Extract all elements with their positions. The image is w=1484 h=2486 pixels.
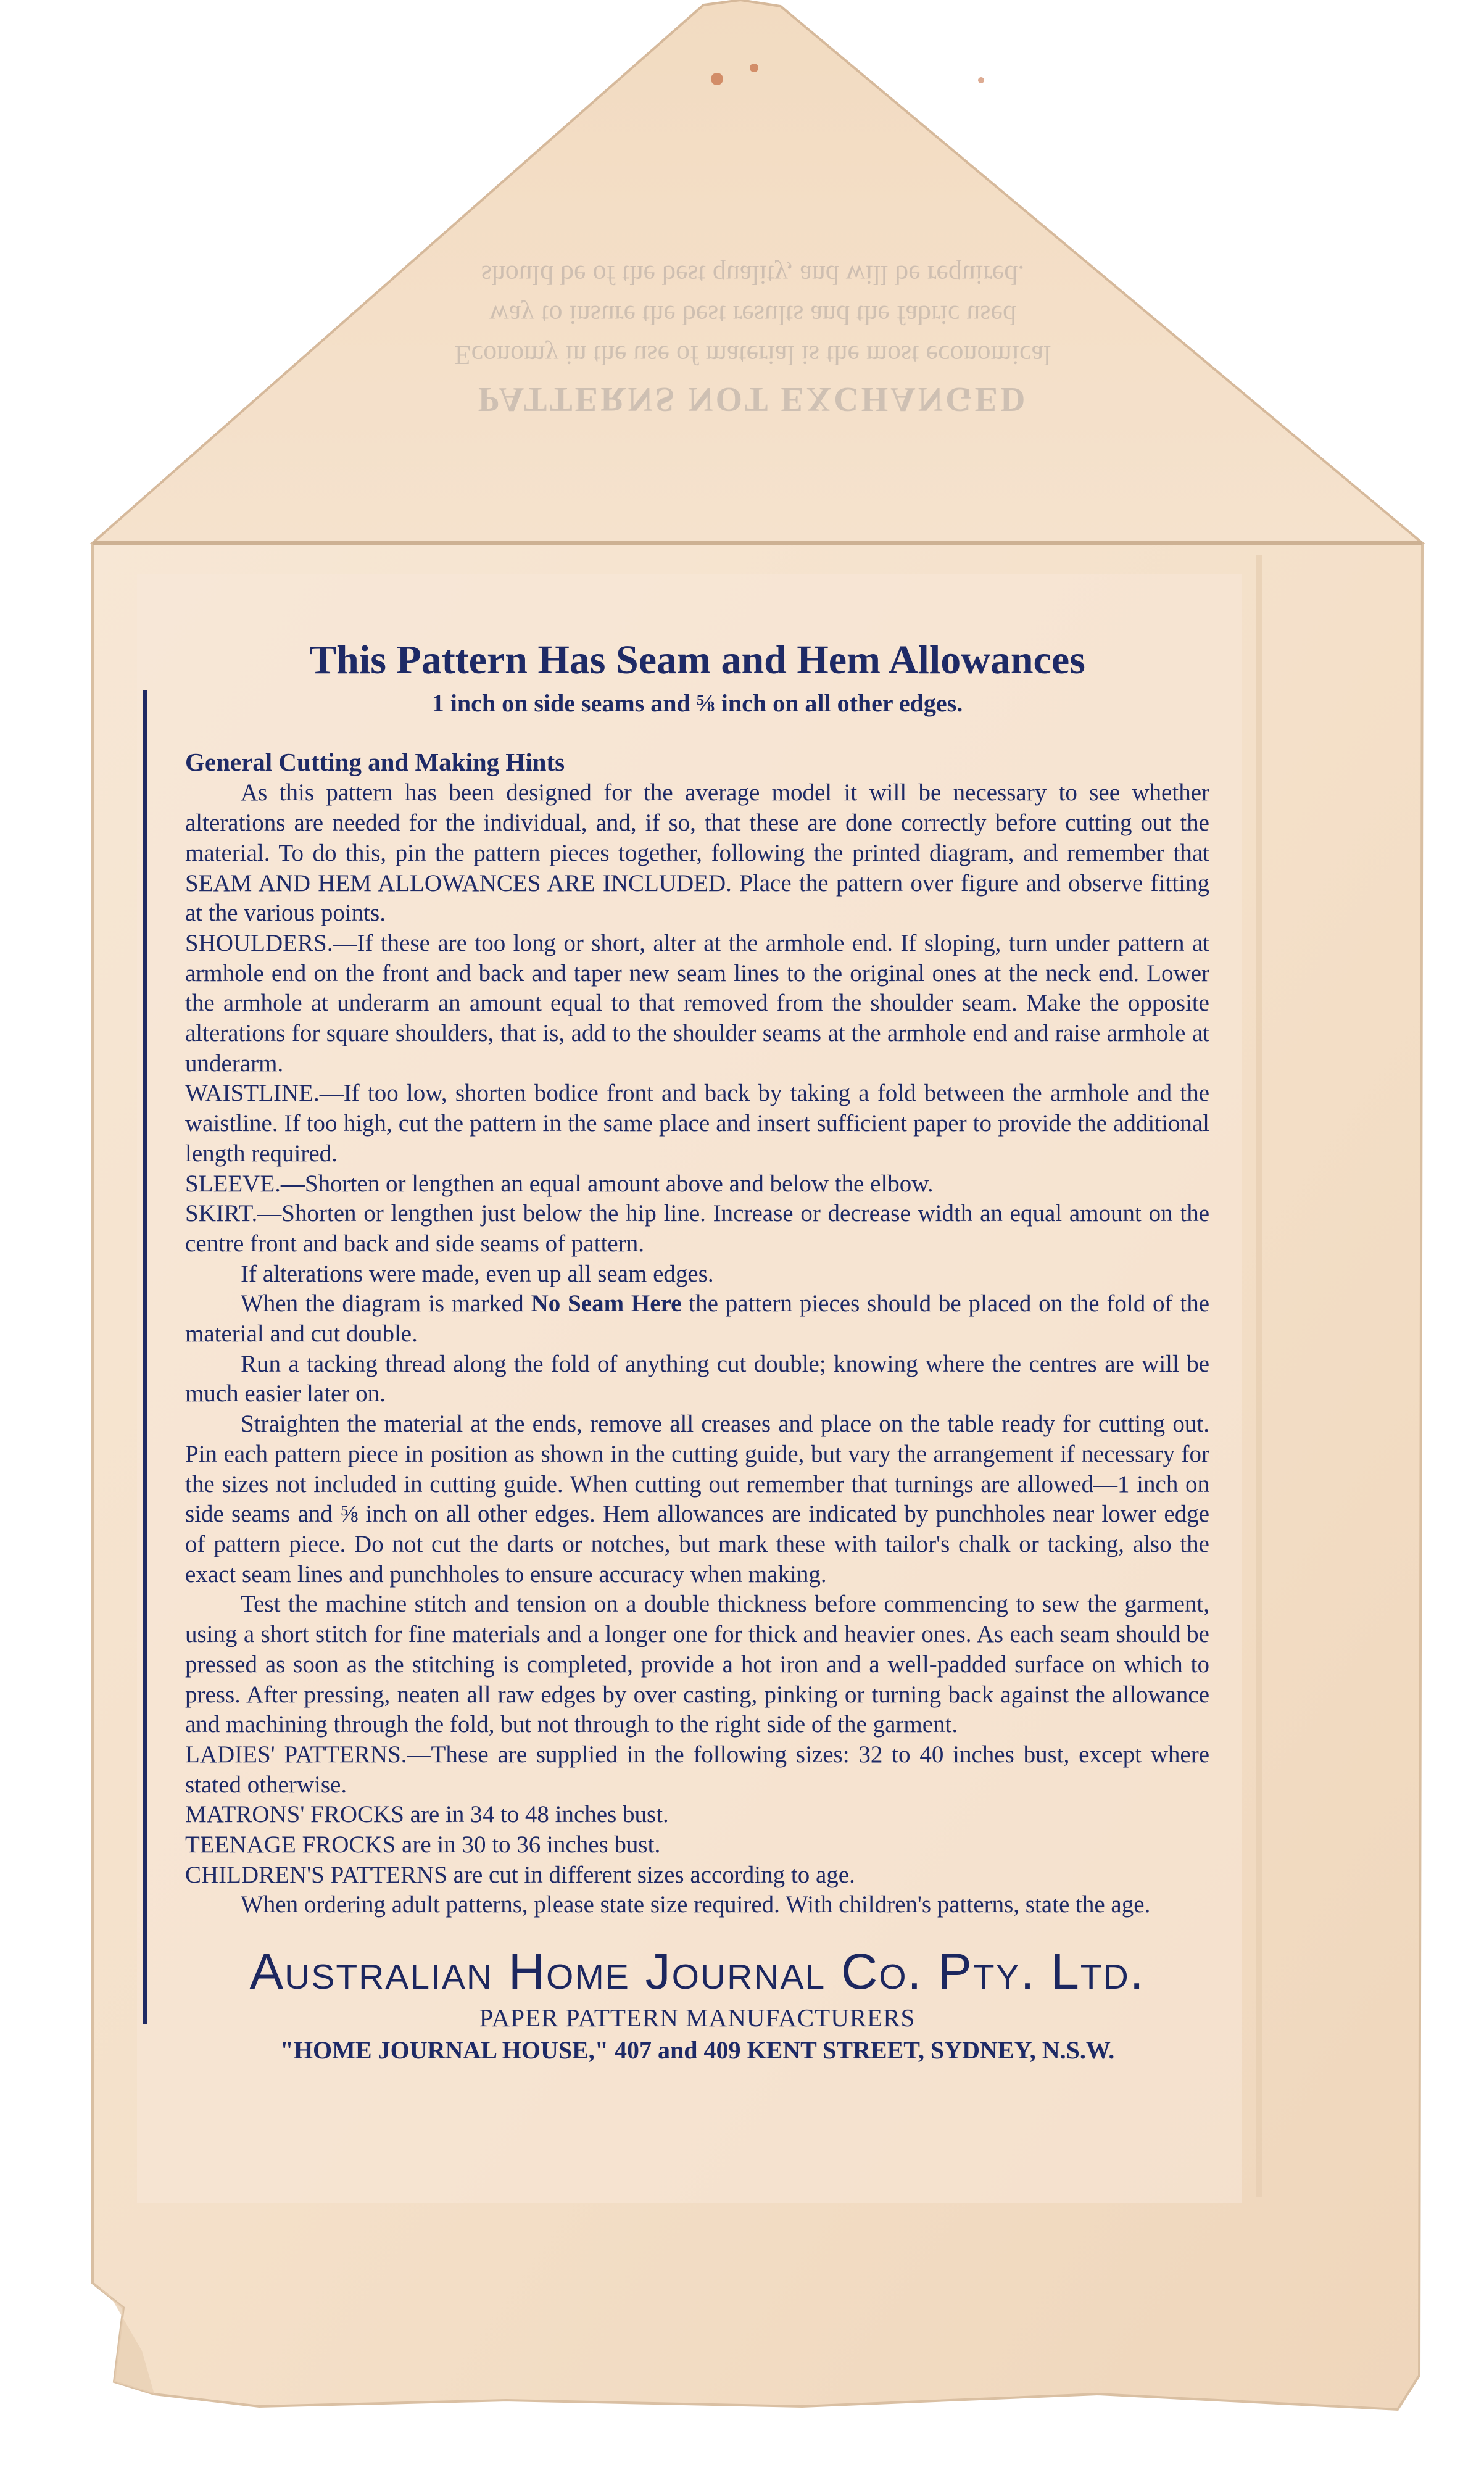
shoulders-paragraph: SHOULDERS.—If these are too long or short, alter at the armhole end. If sloping, turn under pattern at armhole end on the front and back and taper new seam lines to the original ones at the neck end. Lower the armhole at underarm an amount equal to that removed from the shoulder seam. Make the opposite alterations for square shoulders, that is, add to the shoulder seams at the armhole end and raise armhole at underarm. [185, 929, 1209, 1077]
stain-spot [750, 64, 758, 72]
childrens-patterns-paragraph: CHILDREN'S PATTERNS are cut in different sizes according to age. [185, 1861, 855, 1888]
flap-line: Economy in the use of material is the most economical [454, 340, 1051, 370]
ladies-patterns-paragraph: LADIES' PATTERNS.—These are supplied in the following sizes: 32 to 40 inches bust, except where stated otherwise. [185, 1741, 1209, 1798]
instruction-panel [185, 636, 1209, 2066]
waistline-paragraph: WAISTLINE.—If too low, shorten bodice front and back by taking a fold between the armhole and the waistline. If too high, cut the pattern in the same place and insert sufficient paper to provide the additional length required. [185, 1080, 1209, 1167]
stain-spot [978, 77, 984, 83]
company-name: Australian Home Journal Co. Pty. Ltd. [249, 1944, 1145, 2000]
sleeve-paragraph: SLEEVE.—Shorten or lengthen an equal amount above and below the elbow. [185, 1170, 934, 1197]
no-seam-text-before: When the diagram is marked [241, 1290, 531, 1317]
tacking-paragraph: Run a tacking thread along the fold of anything cut double; knowing where the centres are will be much easier later on. [185, 1350, 1209, 1407]
no-seam-text-after: the pattern pieces should be placed on the fold of the material and cut double. [185, 1290, 1210, 1348]
straighten-paragraph: Straighten the material at the ends, remove all creases and place on the table ready for cutting out. Pin each pattern piece in position as shown in the cutting guide, but vary the arrangement if necessary for the sizes not included in cutting guide. When cutting out remember that turnings are allowed—1 inch on side seams and ⅝ inch on all other edges. Hem allowances are indicated by punchholes near lower edge of pattern piece. Do not cut the darts or notches, but mark these with tailor's chalk or tacking, also the exact seam lines and punchholes to ensure accuracy when making. [185, 1411, 1209, 1588]
ordering-paragraph: When ordering adult patterns, please state size required. With children's patterns, state the age. [241, 1891, 1151, 1918]
intro-paragraph: As this pattern has been designed for the average model it will be necessary to see whether alterations are needed for the individual, and, if so, that these are done correctly before cutting out the material. To do this, pin the pattern pieces together, following the printed diagram, and remember that SEAM AND HEM ALLOWANCES ARE INCLUDED. Place the pattern over figure and observe fitting at the various points. [185, 779, 1209, 927]
test-stitch-paragraph: Test the machine stitch and tension on a double thickness before commencing to sew the garment, using a short stitch for fine materials and a longer one for thick and heavier ones. As each seam should be pressed as soon as the stitching is completed, provide a hot iron and a well-padded surface on which to press. After pressing, neaten all raw edges by over casting, pinking or turning back against the allowance and machining through the fold, but not through to the right side of the garment. [185, 1591, 1209, 1738]
flap-line: way to insure the best results and the fabric used [489, 300, 1017, 330]
stain-spot [711, 73, 723, 85]
flap-mirror-text [333, 259, 1172, 419]
matrons-frocks-paragraph: MATRONS' FROCKS are in 34 to 48 inches bust. [185, 1801, 669, 1828]
company-address: "HOME JOURNAL HOUSE," 407 and 409 KENT STREET, SYDNEY, N.S.W. [280, 2036, 1115, 2064]
hints-heading: General Cutting and Making Hints [185, 747, 565, 776]
alterations-paragraph: If alterations were made, even up all seam edges. [241, 1260, 714, 1287]
page-title: This Pattern Has Seam and Hem Allowances [309, 637, 1085, 682]
flap-heading: PATTERNS NOT EXCHANGED [478, 380, 1028, 418]
page-subtitle: 1 inch on side seams and ⅝ inch on all other edges. [431, 689, 963, 717]
left-margin-rule [143, 690, 147, 2024]
company-tagline: PAPER PATTERN MANUFACTURERS [479, 2003, 916, 2032]
no-seam-emphasis: No Seam Here [531, 1290, 682, 1317]
no-seam-paragraph [185, 1289, 1209, 1349]
flap-line: should be of the best quality, and will be required. [481, 260, 1025, 290]
skirt-paragraph: SKIRT.—Shorten or lengthen just below the hip line. Increase or decrease width an equal amount on the centre front and back and side seams of pattern. [185, 1200, 1209, 1257]
teenage-frocks-paragraph: TEENAGE FROCKS are in 30 to 36 inches bust. [185, 1831, 661, 1858]
